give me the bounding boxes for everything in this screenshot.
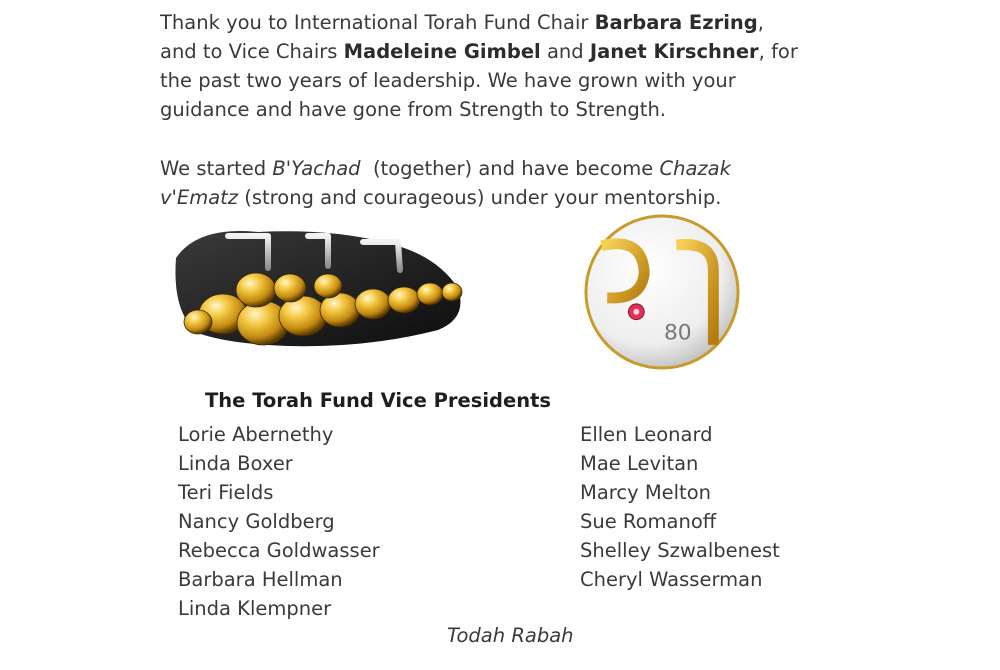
vice-president-name: Linda Boxer (178, 452, 293, 475)
byachad-paragraph (160, 154, 860, 212)
hebrew-term: B'Yachad (272, 157, 361, 180)
vice-president-name: Rebecca Goldwasser (178, 539, 380, 562)
byachad-pin-icon (168, 218, 478, 368)
vice-president-name: Sue Romanoff (580, 510, 717, 533)
chair-name: Barbara Ezring (594, 11, 758, 34)
vice-presidents-column-1 (178, 420, 380, 623)
vice-presidents-column-2 (580, 420, 780, 594)
text: , for (758, 40, 798, 63)
hebrew-term: v'Ematz (160, 186, 239, 209)
vice-president-name: Marcy Melton (580, 481, 711, 504)
vice-president-name: Nancy Goldberg (178, 510, 335, 533)
hebrew-term: Chazak (659, 157, 731, 180)
vice-president-name: Shelley Szwalbenest (580, 539, 780, 562)
closing-text: Todah Rabah (447, 624, 574, 647)
text: and (540, 40, 590, 63)
thank-you-line-1 (160, 8, 860, 37)
text: Thank you to International Torah Fund Chair (160, 11, 595, 34)
text: , (757, 11, 764, 34)
medal-number: 80 (663, 320, 692, 346)
vice-chair-name: Janet Kirschner (589, 40, 759, 63)
vice-president-name: Barbara Hellman (178, 568, 343, 591)
text: and to Vice Chairs (160, 40, 344, 63)
text: (together) and have become (360, 157, 660, 180)
torah-fund-80-medal-icon (583, 213, 741, 371)
vice-president-name: Teri Fields (178, 481, 274, 504)
vice-president-name: Lorie Abernethy (178, 423, 334, 446)
text: We started (160, 157, 273, 180)
byachad-line-1 (160, 154, 860, 183)
thank-you-line-2 (160, 37, 860, 66)
text: (strong and courageous) under your mentorship. (238, 186, 722, 209)
byachad-line-2 (160, 183, 860, 212)
vice-president-name: Ellen Leonard (580, 423, 713, 446)
thank-you-paragraph (160, 8, 860, 124)
list-heading: The Torah Fund Vice Presidents (205, 389, 552, 412)
thank-you-line-4: guidance and have gone from Strength to Strength. (160, 98, 667, 121)
vice-chair-name: Madeleine Gimbel (343, 40, 541, 63)
thank-you-line-3: the past two years of leadership. We have grown with your (160, 69, 736, 92)
vice-president-name: Linda Klempner (178, 597, 332, 620)
vice-president-name: Cheryl Wasserman (580, 568, 763, 591)
vice-president-name: Mae Levitan (580, 452, 699, 475)
